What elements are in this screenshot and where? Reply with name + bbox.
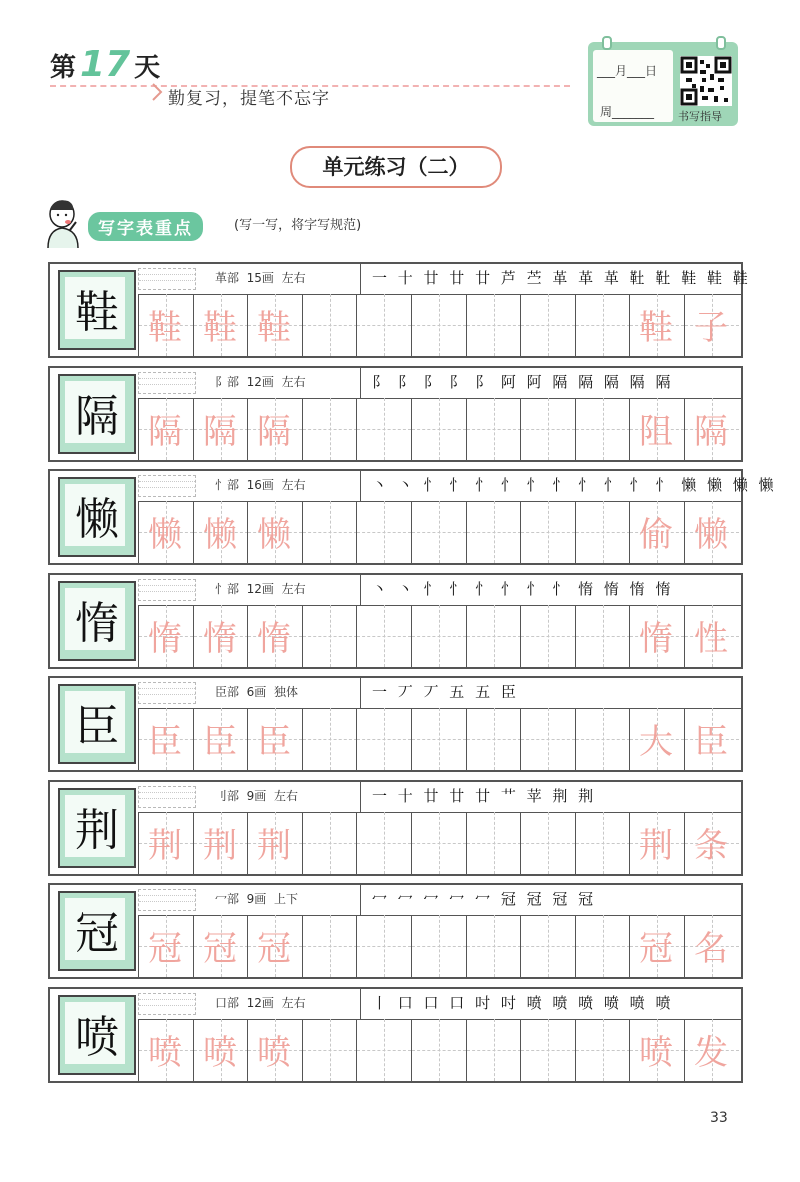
word-char: 鞋 (639, 308, 673, 348)
trace-char: 喷 (257, 1033, 291, 1073)
grid-guide (384, 398, 385, 460)
char-row (48, 987, 743, 1083)
grid-guide (548, 398, 549, 460)
trace-char: 懒 (257, 515, 291, 555)
writing-cell[interactable] (520, 294, 575, 356)
writing-cell[interactable] (466, 812, 521, 874)
model-char-cell (58, 374, 136, 454)
grid-guide (494, 605, 495, 667)
model-char: 惰 (75, 598, 119, 649)
grid-guide (330, 501, 331, 563)
strokes-divider (360, 471, 361, 501)
char-row (48, 676, 743, 772)
grid-guide (548, 812, 549, 874)
grid-guide (494, 708, 495, 770)
stroke-order: 一 十 廿 廿 廿 艹 苹 荆 荆 (372, 787, 597, 805)
writing-cell[interactable] (466, 605, 521, 667)
stroke-order: 阝 阝 阝 阝 阝 阿 阿 隔 隔 隔 隔 隔 (372, 373, 674, 391)
structure: 独体 (273, 685, 298, 699)
grid-guide (384, 1019, 385, 1081)
writing-cell[interactable] (411, 1019, 466, 1081)
day-title (50, 44, 160, 85)
day-prefix: 第 (50, 53, 77, 83)
pinyin-line (139, 694, 195, 695)
stroke-count: 15画 (246, 271, 274, 285)
model-char-cell (58, 995, 136, 1075)
char-info (215, 683, 298, 700)
trace-char: 惰 (203, 619, 237, 659)
date-week-field[interactable]: 周_______ (600, 105, 655, 119)
pinyin-line (139, 798, 195, 799)
stroke-order: 一 十 廿 廿 廿 芦 苎 革 革 革 靯 靯 鞋 鞋 鞋 (372, 269, 751, 287)
trace-char: 荆 (148, 826, 182, 866)
writing-cell[interactable] (302, 605, 357, 667)
char-row (48, 262, 751, 358)
writing-cell[interactable] (575, 605, 630, 667)
grid-guide (384, 708, 385, 770)
model-char-cell (58, 684, 136, 764)
word-char: 条 (694, 826, 728, 866)
grid-guide (330, 915, 331, 977)
pinyin-box[interactable] (138, 579, 196, 601)
trace-char: 惰 (257, 619, 291, 659)
grid-guide (439, 812, 440, 874)
writing-cell[interactable] (356, 398, 411, 460)
trace-char: 隔 (203, 412, 237, 452)
grid-guide (494, 915, 495, 977)
writing-cell[interactable] (302, 708, 357, 770)
stroke-count: 12画 (246, 375, 274, 389)
writing-cell[interactable] (356, 1019, 411, 1081)
strokes-divider (360, 678, 361, 708)
writing-cell[interactable] (302, 294, 357, 356)
grid-guide (603, 812, 604, 874)
word-char: 性 (694, 619, 728, 659)
trace-char: 隔 (257, 412, 291, 452)
model-char: 喷 (75, 1012, 119, 1063)
pinyin-box[interactable] (138, 475, 196, 497)
model-char: 荆 (75, 805, 119, 856)
pinyin-line (139, 688, 195, 689)
motto: 勤复习，提笔不忘字 (168, 89, 330, 109)
motto-arrow-icon (150, 82, 164, 102)
stroke-order: 丨 口 口 口 吋 吋 喷 喷 喷 喷 喷 喷 (372, 994, 674, 1012)
grid-guide (330, 294, 331, 356)
word-char: 冠 (639, 929, 673, 969)
structure: 左右 (281, 375, 306, 389)
model-char-cell (58, 788, 136, 868)
radical: 口部 (215, 996, 240, 1010)
writing-cell[interactable] (411, 605, 466, 667)
trace-char: 鞋 (148, 308, 182, 348)
model-char: 懒 (75, 494, 119, 545)
grid-guide (384, 501, 385, 563)
pinyin-box[interactable] (138, 372, 196, 394)
pinyin-line (139, 591, 195, 592)
word-char: 臣 (694, 722, 728, 762)
writing-cell[interactable] (411, 812, 466, 874)
trace-char: 喷 (148, 1033, 182, 1073)
pinyin-box[interactable] (138, 682, 196, 704)
model-char: 臣 (75, 701, 119, 752)
model-char: 鞋 (75, 287, 119, 338)
grid-guide (548, 708, 549, 770)
strokes-divider (360, 885, 361, 915)
boy-illustration-icon (40, 196, 90, 250)
grid-guide (439, 294, 440, 356)
char-row (48, 573, 743, 669)
trace-char: 懒 (148, 515, 182, 555)
grid-guide (494, 1019, 495, 1081)
writing-cell[interactable] (466, 915, 521, 977)
trace-char: 臣 (148, 722, 182, 762)
grid-guide (439, 501, 440, 563)
pinyin-line (139, 487, 195, 488)
grid-guide (548, 294, 549, 356)
radical: 忄部 (215, 478, 240, 492)
grid-guide (548, 1019, 549, 1081)
char-info (215, 476, 306, 493)
model-char: 隔 (75, 391, 119, 442)
writing-cell[interactable] (520, 1019, 575, 1081)
radical: 忄部 (215, 582, 240, 596)
structure: 左右 (281, 478, 306, 492)
stroke-count: 9画 (246, 789, 267, 803)
writing-cell[interactable] (520, 501, 575, 563)
grid-guide (548, 501, 549, 563)
pinyin-line (139, 481, 195, 482)
writing-cell[interactable] (520, 812, 575, 874)
structure: 左右 (273, 789, 298, 803)
trace-char: 喷 (203, 1033, 237, 1073)
grid-guide (494, 812, 495, 874)
grid-guide (384, 915, 385, 977)
char-row (48, 780, 743, 876)
writing-cell[interactable] (356, 605, 411, 667)
writing-cell[interactable] (411, 398, 466, 460)
pinyin-line (139, 585, 195, 586)
writing-cell[interactable] (520, 708, 575, 770)
char-info (215, 580, 306, 597)
section-title: 单元练习（二） (290, 146, 502, 188)
trace-char: 冠 (148, 929, 182, 969)
stroke-order: 冖 冖 冖 冖 冖 冠 冠 冠 冠 (372, 890, 597, 908)
grid-guide (330, 398, 331, 460)
trace-char: 鞋 (203, 308, 237, 348)
writing-cell[interactable] (356, 294, 411, 356)
word-char: 惰 (639, 619, 673, 659)
ring-icon (602, 36, 612, 50)
writing-cell[interactable] (356, 708, 411, 770)
grid-guide (439, 1019, 440, 1081)
radical: 刂部 (215, 789, 240, 803)
structure: 上下 (273, 892, 298, 906)
grid-guide (603, 294, 604, 356)
grid-guide (384, 605, 385, 667)
strokes-divider (360, 575, 361, 605)
practice-banner: 写字表重点 (88, 212, 203, 241)
pinyin-line (139, 384, 195, 385)
pinyin-line (139, 378, 195, 379)
radical: 冖部 (215, 892, 240, 906)
grid-guide (603, 398, 604, 460)
radical: 革部 (215, 271, 240, 285)
writing-cell[interactable] (356, 501, 411, 563)
word-char: 阻 (639, 412, 673, 452)
writing-cell[interactable] (411, 708, 466, 770)
writing-cell[interactable] (411, 294, 466, 356)
char-info (215, 787, 298, 804)
writing-cell[interactable] (466, 501, 521, 563)
grid-guide (330, 812, 331, 874)
writing-cell[interactable] (466, 708, 521, 770)
grid-guide (384, 294, 385, 356)
model-char-cell (58, 891, 136, 971)
writing-cell[interactable] (520, 915, 575, 977)
pinyin-line (139, 999, 195, 1000)
writing-cell[interactable] (575, 501, 630, 563)
trace-char: 鞋 (257, 308, 291, 348)
grid-guide (330, 605, 331, 667)
stroke-order: 丶 丶 忄 忄 忄 忄 忄 忄 忄 忄 忄 忄 懒 懒 懒 懒 (372, 476, 777, 494)
word-char: 懒 (694, 515, 728, 555)
qr-caption: 书写指导 (678, 110, 722, 123)
writing-cell[interactable] (575, 708, 630, 770)
trace-char: 荆 (257, 826, 291, 866)
practice-hint: (写一写，将字写规范) (234, 218, 362, 233)
stroke-count: 16画 (246, 478, 274, 492)
pinyin-box[interactable] (138, 268, 196, 290)
char-row (48, 883, 743, 979)
word-char: 荆 (639, 826, 673, 866)
writing-cell[interactable] (466, 294, 521, 356)
grid-guide (439, 915, 440, 977)
grid-guide (494, 501, 495, 563)
grid-guide (603, 1019, 604, 1081)
writing-cell[interactable] (302, 501, 357, 563)
writing-cell[interactable] (411, 501, 466, 563)
radical: 臣部 (215, 685, 240, 699)
pinyin-line (139, 895, 195, 896)
stroke-count: 12画 (246, 996, 274, 1010)
grid-guide (384, 812, 385, 874)
pinyin-box[interactable] (138, 889, 196, 911)
char-info (215, 994, 306, 1011)
word-char: 隔 (694, 412, 728, 452)
trace-char: 惰 (148, 619, 182, 659)
grid-guide (603, 915, 604, 977)
writing-cell[interactable] (575, 915, 630, 977)
writing-cell[interactable] (575, 294, 630, 356)
stroke-count: 9画 (246, 892, 267, 906)
ring-icon (716, 36, 726, 50)
grid-guide (330, 1019, 331, 1081)
writing-cell[interactable] (302, 398, 357, 460)
writing-cell[interactable] (520, 605, 575, 667)
stroke-count: 6画 (246, 685, 267, 699)
pinyin-line (139, 274, 195, 275)
trace-char: 懒 (203, 515, 237, 555)
pinyin-line (139, 792, 195, 793)
grid-guide (603, 708, 604, 770)
model-char-cell (58, 581, 136, 661)
char-info (215, 373, 306, 390)
strokes-divider (360, 368, 361, 398)
stroke-count: 12画 (246, 582, 274, 596)
writing-cell[interactable] (302, 812, 357, 874)
strokes-divider (360, 989, 361, 1019)
grid-guide (439, 398, 440, 460)
grid-guide (603, 605, 604, 667)
strokes-divider (360, 782, 361, 812)
writing-cell[interactable] (575, 398, 630, 460)
grid-guide (330, 708, 331, 770)
structure: 左右 (281, 996, 306, 1010)
model-char-cell (58, 270, 136, 350)
radical: 阝部 (215, 375, 240, 389)
pinyin-box[interactable] (138, 786, 196, 808)
grid-guide (494, 398, 495, 460)
word-char: 大 (639, 722, 673, 762)
stroke-order: 一 丆 丆 五 五 臣 (372, 683, 519, 701)
grid-guide (439, 708, 440, 770)
writing-cell[interactable] (356, 915, 411, 977)
word-char: 偷 (639, 515, 673, 555)
writing-cell[interactable] (466, 398, 521, 460)
trace-char: 冠 (203, 929, 237, 969)
writing-cell[interactable] (575, 812, 630, 874)
structure: 左右 (281, 582, 306, 596)
day-number: 17 (80, 44, 131, 85)
pinyin-line (139, 1005, 195, 1006)
trace-char: 臣 (203, 722, 237, 762)
word-char: 名 (694, 929, 728, 969)
model-char: 冠 (75, 908, 119, 959)
writing-cell[interactable] (411, 915, 466, 977)
writing-cell[interactable] (575, 1019, 630, 1081)
stroke-order: 丶 丶 忄 忄 忄 忄 忄 忄 惰 惰 惰 惰 (372, 580, 674, 598)
pinyin-line (139, 901, 195, 902)
word-char: 发 (694, 1033, 728, 1073)
day-suffix: 天 (134, 53, 161, 83)
writing-cell[interactable] (356, 812, 411, 874)
writing-cell[interactable] (302, 915, 357, 977)
char-info (215, 890, 298, 907)
model-char-cell (58, 477, 136, 557)
writing-cell[interactable] (466, 1019, 521, 1081)
trace-char: 荆 (203, 826, 237, 866)
word-char: 子 (694, 308, 728, 348)
grid-guide (603, 501, 604, 563)
writing-cell[interactable] (520, 398, 575, 460)
grid-guide (548, 915, 549, 977)
char-row (48, 366, 743, 462)
structure: 左右 (281, 271, 306, 285)
char-row (48, 469, 777, 565)
trace-char: 臣 (257, 722, 291, 762)
writing-cell[interactable] (302, 1019, 357, 1081)
trace-char: 隔 (148, 412, 182, 452)
grid-guide (548, 605, 549, 667)
page-number: 33 (710, 1110, 728, 1126)
pinyin-box[interactable] (138, 993, 196, 1015)
pinyin-line (139, 280, 195, 281)
grid-guide (494, 294, 495, 356)
qr-code-icon[interactable] (680, 56, 732, 106)
char-info (215, 269, 306, 286)
strokes-divider (360, 264, 361, 294)
grid-guide (439, 605, 440, 667)
date-month-field[interactable]: ___月___日 (597, 64, 658, 78)
trace-char: 冠 (257, 929, 291, 969)
word-char: 喷 (639, 1033, 673, 1073)
